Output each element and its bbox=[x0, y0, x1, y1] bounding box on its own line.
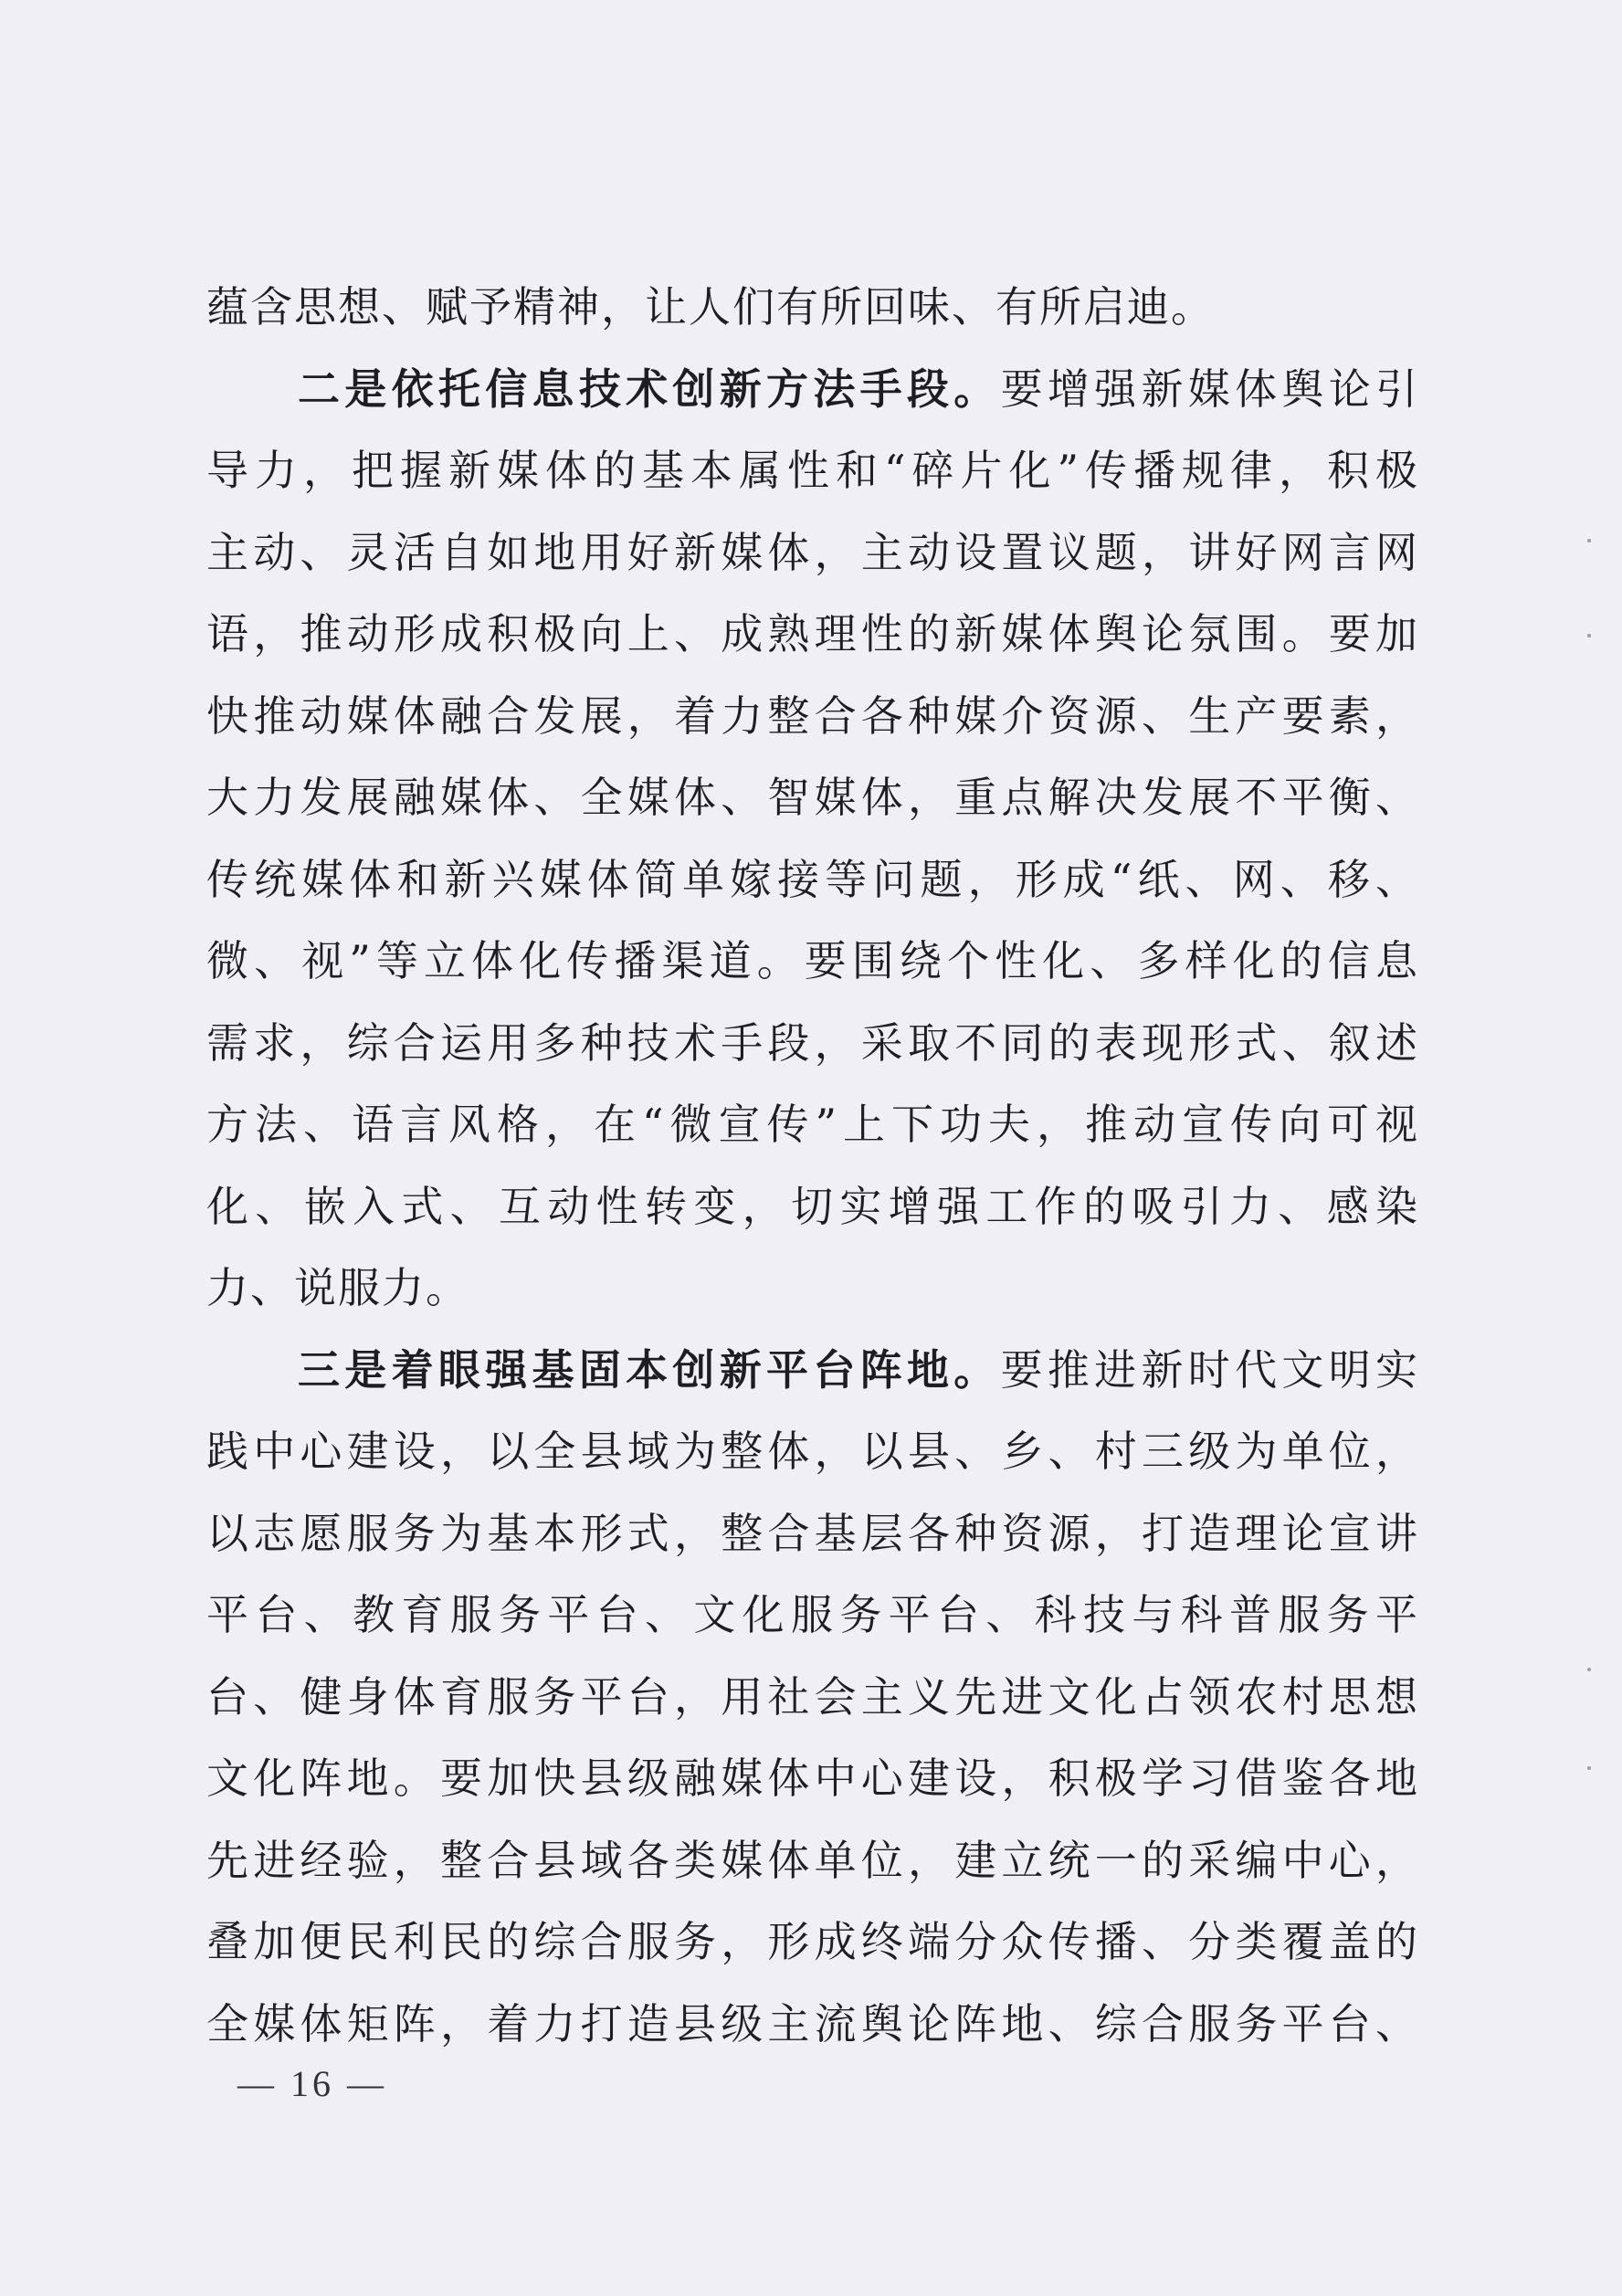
text-line bbox=[206, 1984, 1419, 2066]
line-text: 要增强新媒体舆论引 bbox=[1000, 363, 1420, 414]
line-text: 以志愿服务为基本形式，整合基层各种资源，打造理论宣讲 bbox=[206, 1508, 1419, 1558]
text-line bbox=[206, 512, 1419, 595]
line-text: 大力发展融媒体、全媒体、智媒体，重点解决发展不平衡、 bbox=[206, 773, 1419, 822]
text-line bbox=[206, 1657, 1419, 1739]
line-text: 快推动媒体融合发展，着力整合各种媒介资源、生产要素， bbox=[206, 690, 1419, 741]
line-text: 方法、语言风格，在“微宣传”上下功夫，推动宣传向可视 bbox=[206, 1100, 1419, 1149]
text-line bbox=[206, 676, 1419, 758]
scan-speck bbox=[1587, 1668, 1591, 1671]
scan-speck bbox=[1587, 539, 1591, 542]
page-number: — 16 — bbox=[237, 2063, 387, 2104]
scan-speck bbox=[1587, 634, 1591, 637]
text-line bbox=[206, 1166, 1419, 1248]
text-line bbox=[206, 1820, 1419, 1902]
line-text: 文化阵地。要加快县级融媒体中心建设，积极学习借鉴各地 bbox=[206, 1754, 1419, 1803]
line-text: 微、视”等立体化传播渠道。要围绕个性化、多样化的信息 bbox=[206, 936, 1419, 985]
text-line bbox=[206, 1330, 1419, 1412]
line-text: 全媒体矩阵，着力打造县级主流舆论阵地、综合服务平台、 bbox=[206, 1998, 1419, 2048]
text-line bbox=[206, 267, 1419, 349]
line-text: 台、健身体育服务平台，用社会主义先进文化占领农村思想 bbox=[206, 1671, 1419, 1722]
line-text: 力、说服力。 bbox=[206, 1263, 469, 1312]
text-line bbox=[206, 1248, 1419, 1330]
scan-speck bbox=[1587, 1766, 1591, 1770]
text-line bbox=[206, 1575, 1419, 1657]
line-text: 叠加便民利民的综合服务，形成终端分众传播、分类覆盖的 bbox=[206, 1917, 1419, 1966]
text-line bbox=[206, 757, 1419, 839]
text-line bbox=[206, 839, 1419, 922]
line-text: 需求，综合运用多种技术手段，采取不同的表现形式、叙述 bbox=[206, 1017, 1419, 1068]
paragraph-lead: 三是着眼强基固本创新平台阵地。 bbox=[298, 1344, 1001, 1395]
text-line bbox=[206, 1411, 1419, 1493]
text-line bbox=[206, 349, 1419, 431]
line-text: 主动、灵活自如地用好新媒体，主动设置议题，讲好网言网 bbox=[206, 527, 1419, 577]
text-line bbox=[206, 594, 1419, 676]
line-text: 先进经验，整合县域各类媒体单位，建立统一的采编中心， bbox=[206, 1835, 1419, 1885]
line-text: 导力，把握新媒体的基本属性和“碎片化”传播规律，积极 bbox=[206, 446, 1419, 495]
paragraph-lead: 二是依托信息技术创新方法手段。 bbox=[298, 363, 1001, 414]
text-line bbox=[206, 921, 1419, 1003]
text-line bbox=[206, 430, 1419, 512]
line-text: 蕴含思想、赋予精神，让人们有所回味、有所启迪。 bbox=[206, 282, 1215, 332]
line-text: 要推进新时代文明实 bbox=[1000, 1344, 1420, 1395]
line-text: 平台、教育服务平台、文化服务平台、科技与科普服务平 bbox=[206, 1590, 1419, 1639]
text-line bbox=[206, 1493, 1419, 1575]
line-text: 语，推动形成积极向上、成熟理性的新媒体舆论氛围。要加 bbox=[206, 609, 1419, 658]
line-text: 化、嵌入式、互动性转变，切实增强工作的吸引力、感染 bbox=[206, 1181, 1419, 1231]
line-text: 传统媒体和新兴媒体简单嫁接等问题，形成“纸、网、移、 bbox=[206, 854, 1419, 904]
line-text: 践中心建设，以全县域为整体，以县、乡、村三级为单位， bbox=[206, 1427, 1419, 1476]
text-line bbox=[206, 1901, 1419, 1984]
text-line bbox=[206, 1084, 1419, 1166]
text-line bbox=[206, 1003, 1419, 1085]
text-line bbox=[206, 1738, 1419, 1820]
body-text bbox=[206, 267, 1419, 2065]
